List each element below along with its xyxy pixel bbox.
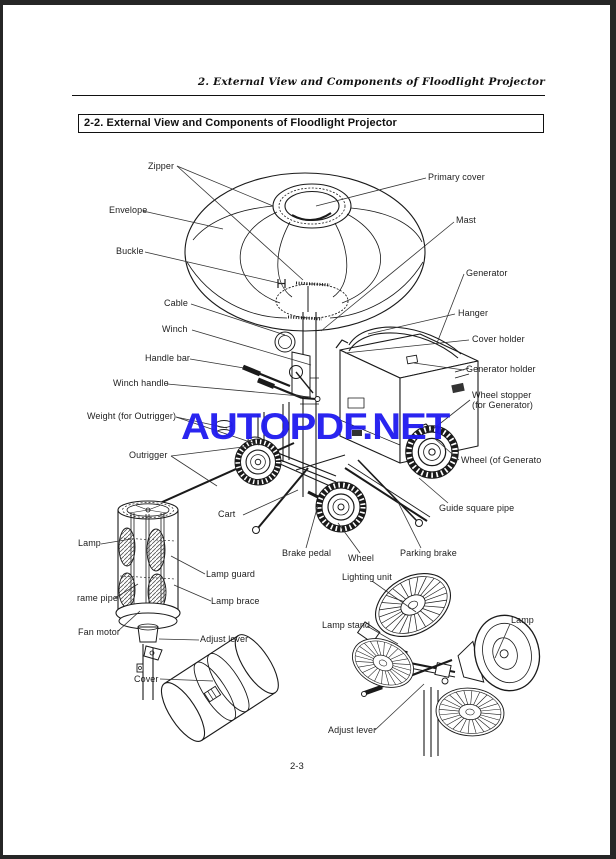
label-cover-holder: Cover holder xyxy=(472,334,525,344)
label-fan-motor: Fan motor xyxy=(78,627,120,637)
label-weight-outrigger: Weight (for Outrigger) xyxy=(87,411,177,421)
label-cover: Cover xyxy=(134,674,159,684)
winch xyxy=(290,352,314,398)
floodlamp-left xyxy=(345,629,422,697)
label-lighting-unit: Lighting unit xyxy=(342,572,392,582)
label-cart: Cart xyxy=(218,509,236,519)
lamps-inside xyxy=(119,528,166,610)
label-lamp-brace: Lamp brace xyxy=(211,596,260,606)
label-outrigger: Outrigger xyxy=(129,450,168,460)
label-hanger: Hanger xyxy=(458,308,489,318)
cart-wheel-center xyxy=(319,485,363,529)
label-frame-pipe: rame pipe xyxy=(77,593,118,603)
winch-handle xyxy=(302,397,320,402)
section-title: 2-2. External View and Components of Floodlight Projector xyxy=(78,114,544,133)
label-lamp-left: Lamp xyxy=(78,538,101,548)
label-guide-square-pipe: Guide square pipe xyxy=(439,503,515,513)
cover-holder-hook xyxy=(336,340,348,348)
watermark: AUTOPDF.NET xyxy=(181,407,450,448)
label-handle-bar: Handle bar xyxy=(145,353,191,363)
label-zipper: Zipper xyxy=(148,161,175,171)
page-frame-right xyxy=(610,0,616,859)
label-envelope: Envelope xyxy=(109,205,148,215)
label-primary-cover: Primary cover xyxy=(428,172,485,182)
floodlamp-bottom xyxy=(434,685,506,738)
label-cable: Cable xyxy=(164,298,189,308)
lamp-cage xyxy=(116,501,180,700)
label-adjust-lever-right: Adjust lever xyxy=(328,725,377,735)
running-head: 2. External View and Components of Floodlight Projector xyxy=(197,76,545,88)
label-generator: Generator xyxy=(466,268,508,278)
fan-motor-part xyxy=(138,624,158,642)
label-wheel: Wheel xyxy=(348,553,375,563)
label-mast: Mast xyxy=(456,215,476,225)
primary-cover-ring xyxy=(273,184,351,228)
generator-holder-bracket xyxy=(407,355,418,364)
page-frame-top xyxy=(0,0,616,5)
label-lamp-guard: Lamp guard xyxy=(206,569,256,579)
page-number: 2-3 xyxy=(290,761,304,772)
label-winch-handle: Winch handle xyxy=(113,378,169,388)
label-winch: Winch xyxy=(162,324,188,334)
label-adjust-lever-left: Adjust lever xyxy=(200,634,249,644)
label-parking-brake: Parking brake xyxy=(400,548,457,558)
label-lamp-right: Lamp xyxy=(511,615,534,625)
label-lamp-stand: Lamp stand xyxy=(322,620,371,630)
label-brake-pedal: Brake pedal xyxy=(282,548,332,558)
balloon-bottom-opening xyxy=(276,283,348,319)
label-buckle: Buckle xyxy=(116,246,144,256)
balloon-envelope xyxy=(185,173,425,331)
page-frame-bottom xyxy=(0,855,616,859)
label-wheel-stopper: Wheel stopper (for Generator) xyxy=(472,390,534,410)
label-generator-holder: Generator holder xyxy=(466,364,536,374)
label-wheel-generator: Wheel (of Generato xyxy=(461,455,542,465)
cover-cylinder xyxy=(154,628,287,747)
page-frame-left xyxy=(0,0,3,859)
